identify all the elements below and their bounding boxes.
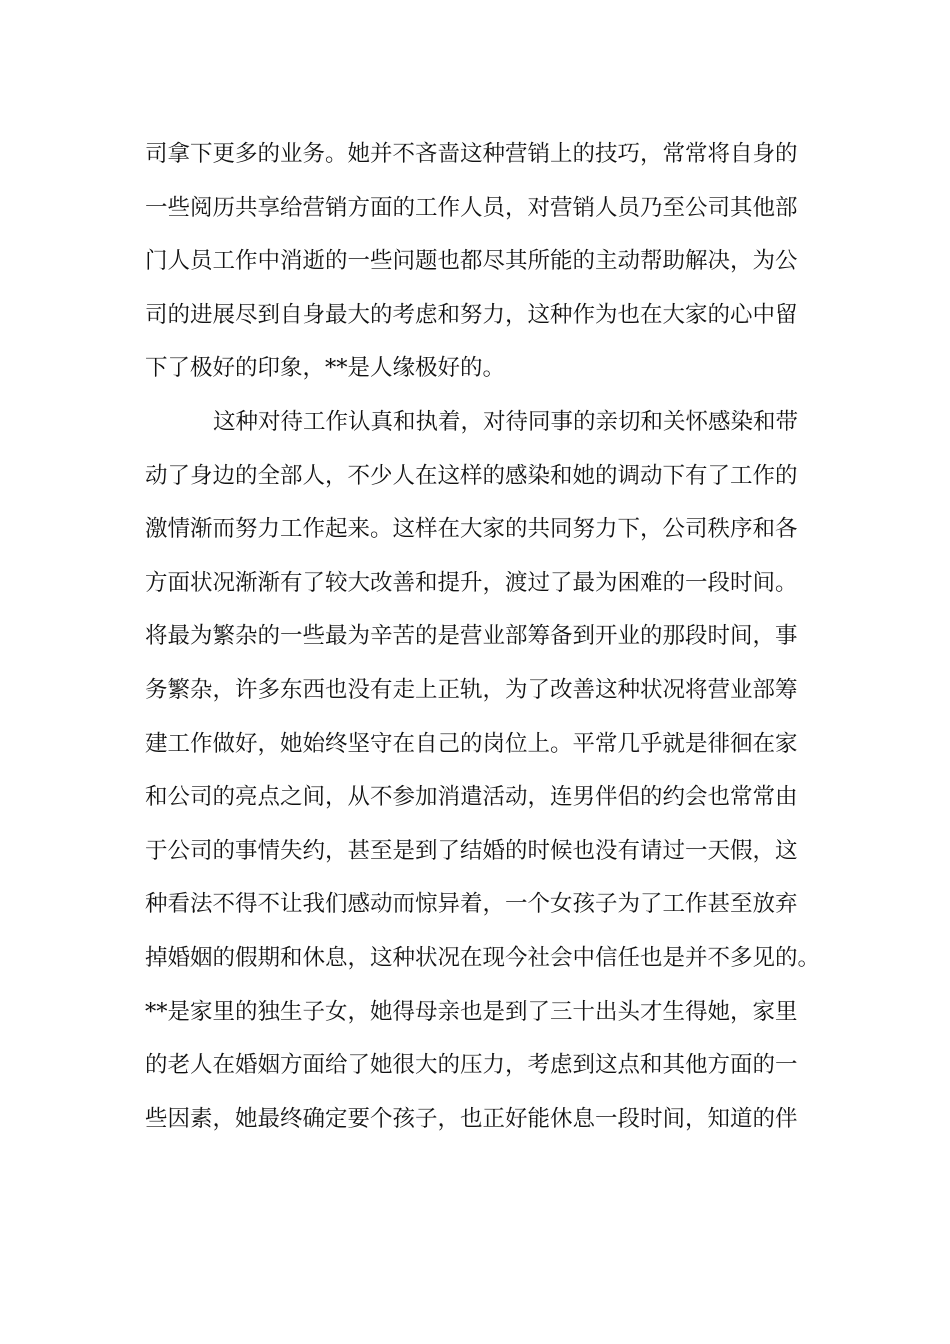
body-text	[145, 128, 821, 1146]
text-line-7: 动了身边的全部人，不少人在这样的感染和她的调动下有了工作的	[145, 462, 798, 489]
text-line-3: 门人员工作中消逝的一些问题也都尽其所能的主动帮助解决，为公	[145, 248, 798, 275]
text-line-12: 建工作做好，她始终坚守在自己的岗位上。平常几乎就是徘徊在家	[145, 730, 798, 757]
text-line-18: 的老人在婚姻方面给了她很大的压力，考虑到这点和其他方面的一	[145, 1052, 798, 1079]
text-line-6: 这种对待工作认真和执着，对待同事的亲切和关怀感染和带	[213, 408, 799, 435]
text-line-19: 些因素，她最终确定要个孩子，也正好能休息一段时间，知道的伴	[145, 1105, 798, 1132]
text-line-2: 一些阅历共享给营销方面的工作人员，对营销人员乃至公司其他部	[145, 194, 798, 221]
text-line-17: **是家里的独生子女，她得母亲也是到了三十出头才生得她，家里	[145, 998, 798, 1025]
text-line-14: 于公司的事情失约，甚至是到了结婚的时候也没有请过一天假，这	[145, 837, 798, 864]
text-line-4: 司的进展尽到自身最大的考虑和努力，这种作为也在大家的心中留	[145, 301, 798, 328]
text-line-16: 掉婚姻的假期和休息，这种状况在现今社会中信任也是并不多见的。	[145, 944, 821, 971]
text-line-1: 司拿下更多的业务。她并不吝啬这种营销上的技巧，常常将自身的	[145, 141, 798, 167]
text-line-5: 下了极好的印象，**是人缘极好的。	[145, 355, 506, 382]
text-line-9: 方面状况渐渐有了较大改善和提升，渡过了最为困难的一段时间。	[145, 569, 798, 596]
text-line-10: 将最为繁杂的一些最为辛苦的是营业部筹备到开业的那段时间，事	[145, 623, 798, 650]
text-line-8: 激情渐而努力工作起来。这样在大家的共同努力下，公司秩序和各	[145, 516, 798, 543]
text-line-11: 务繁杂，许多东西也没有走上正轨，为了改善这种状况将营业部筹	[145, 676, 798, 703]
text-line-13: 和公司的亮点之间，从不参加消遣活动，连男伴侣的约会也常常由	[145, 784, 798, 811]
text-line-15: 种看法不得不让我们感动而惊异着，一个女孩子为了工作甚至放弃	[145, 891, 798, 918]
